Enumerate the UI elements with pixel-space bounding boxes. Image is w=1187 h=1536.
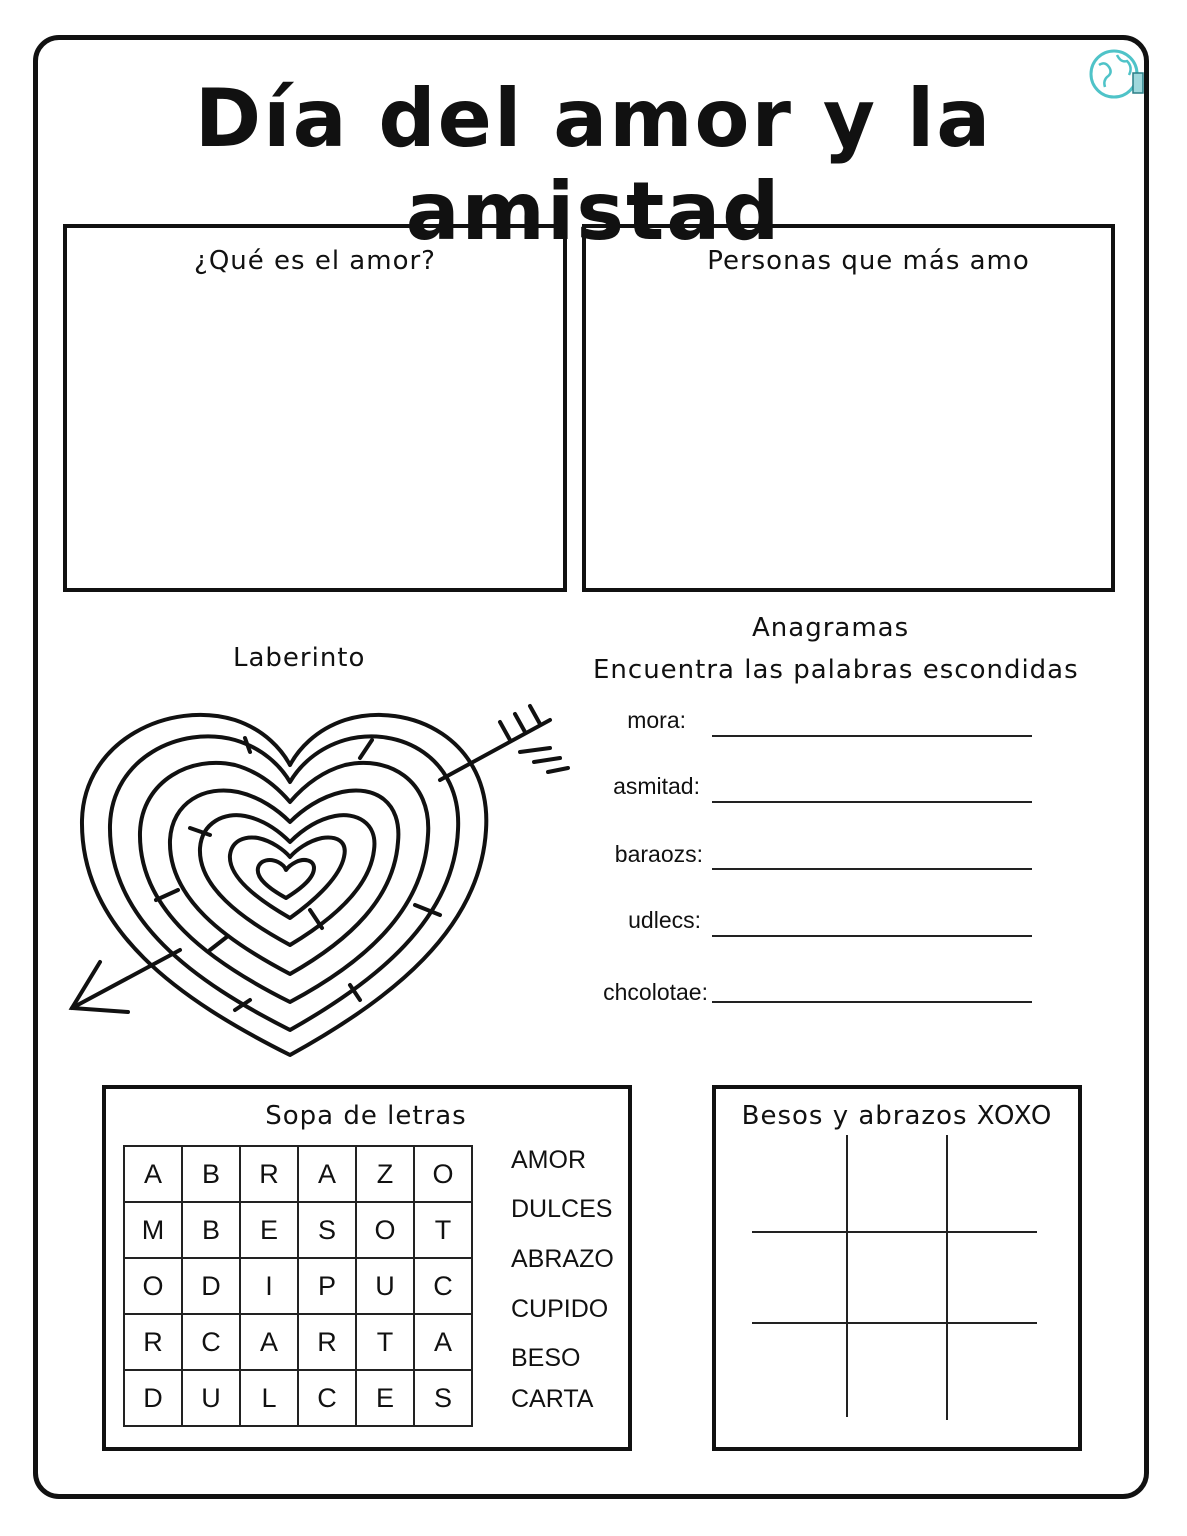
table-row: [124, 1258, 472, 1314]
grid-cell[interactable]: D: [182, 1258, 240, 1314]
tic-tac-toe-line: [846, 1135, 848, 1417]
heart-maze-rings: [82, 715, 486, 1055]
love-question-heading: ¿Qué es el amor?: [194, 246, 436, 276]
grid-cell[interactable]: T: [414, 1202, 472, 1258]
table-row: [124, 1146, 472, 1202]
anagram-answer-line[interactable]: [712, 801, 1032, 803]
anagram-answer-line[interactable]: [712, 1001, 1032, 1003]
anagram-word: asmitad:: [613, 773, 700, 799]
loved-people-box[interactable]: [582, 224, 1115, 592]
grid-cell[interactable]: M: [124, 1202, 182, 1258]
grid-cell[interactable]: E: [356, 1370, 414, 1426]
grid-cell[interactable]: S: [414, 1370, 472, 1426]
word-search-title: Sopa de letras: [265, 1101, 467, 1131]
grid-cell[interactable]: A: [298, 1146, 356, 1202]
grid-cell[interactable]: A: [124, 1146, 182, 1202]
grid-cell[interactable]: A: [414, 1314, 472, 1370]
grid-cell[interactable]: Z: [356, 1146, 414, 1202]
tic-tac-toe-line: [946, 1135, 948, 1420]
anagrams-title: Anagramas: [752, 613, 910, 643]
tic-tac-toe-line: [752, 1322, 1037, 1324]
grid-cell[interactable]: T: [356, 1314, 414, 1370]
anagram-answer-line[interactable]: [712, 868, 1032, 870]
grid-cell[interactable]: P: [298, 1258, 356, 1314]
love-question-box[interactable]: [63, 224, 567, 592]
grid-cell[interactable]: C: [414, 1258, 472, 1314]
grid-cell[interactable]: S: [298, 1202, 356, 1258]
word-list-item: AMOR: [511, 1146, 586, 1174]
tic-tac-toe-line: [752, 1231, 1037, 1233]
grid-cell[interactable]: R: [298, 1314, 356, 1370]
table-row: [124, 1314, 472, 1370]
heart-maze[interactable]: [60, 700, 570, 1070]
anagram-answer-line[interactable]: [712, 735, 1032, 737]
grid-cell[interactable]: L: [240, 1370, 298, 1426]
grid-cell[interactable]: U: [356, 1258, 414, 1314]
anagram-word: udlecs:: [628, 907, 701, 933]
grid-cell[interactable]: D: [124, 1370, 182, 1426]
grid-cell[interactable]: O: [356, 1202, 414, 1258]
grid-cell[interactable]: I: [240, 1258, 298, 1314]
tic-tac-toe-title: Besos y abrazos XOXO: [741, 1101, 1053, 1131]
maze-label: Laberinto: [233, 643, 366, 673]
grid-cell[interactable]: R: [240, 1146, 298, 1202]
grid-cell[interactable]: A: [240, 1314, 298, 1370]
word-search-grid[interactable]: [123, 1145, 473, 1427]
word-list-item: CUPIDO: [511, 1295, 609, 1323]
anagram-word: baraozs:: [614, 841, 703, 867]
word-list-item: DULCES: [511, 1195, 613, 1223]
anagram-word: mora:: [627, 707, 686, 733]
grid-cell[interactable]: B: [182, 1146, 240, 1202]
anagram-answer-line[interactable]: [712, 935, 1032, 937]
table-row: [124, 1202, 472, 1258]
loved-people-heading: Personas que más amo: [707, 246, 1030, 276]
grid-cell[interactable]: O: [414, 1146, 472, 1202]
globe-icon: [1087, 47, 1147, 103]
grid-cell[interactable]: E: [240, 1202, 298, 1258]
grid-cell[interactable]: B: [182, 1202, 240, 1258]
word-list-item: ABRAZO: [511, 1245, 614, 1273]
anagram-word: chcolotae:: [603, 979, 708, 1005]
grid-cell[interactable]: C: [298, 1370, 356, 1426]
word-list-item: BESO: [511, 1344, 581, 1372]
table-row: [124, 1370, 472, 1426]
page-title: Día del amor y la amistad: [194, 72, 993, 258]
word-list-item: CARTA: [511, 1385, 594, 1413]
grid-cell[interactable]: O: [124, 1258, 182, 1314]
grid-cell[interactable]: R: [124, 1314, 182, 1370]
grid-cell[interactable]: U: [182, 1370, 240, 1426]
grid-cell[interactable]: C: [182, 1314, 240, 1370]
anagrams-subtitle: Encuentra las palabras escondidas: [593, 655, 1079, 685]
tic-tac-toe-box: [712, 1085, 1082, 1451]
